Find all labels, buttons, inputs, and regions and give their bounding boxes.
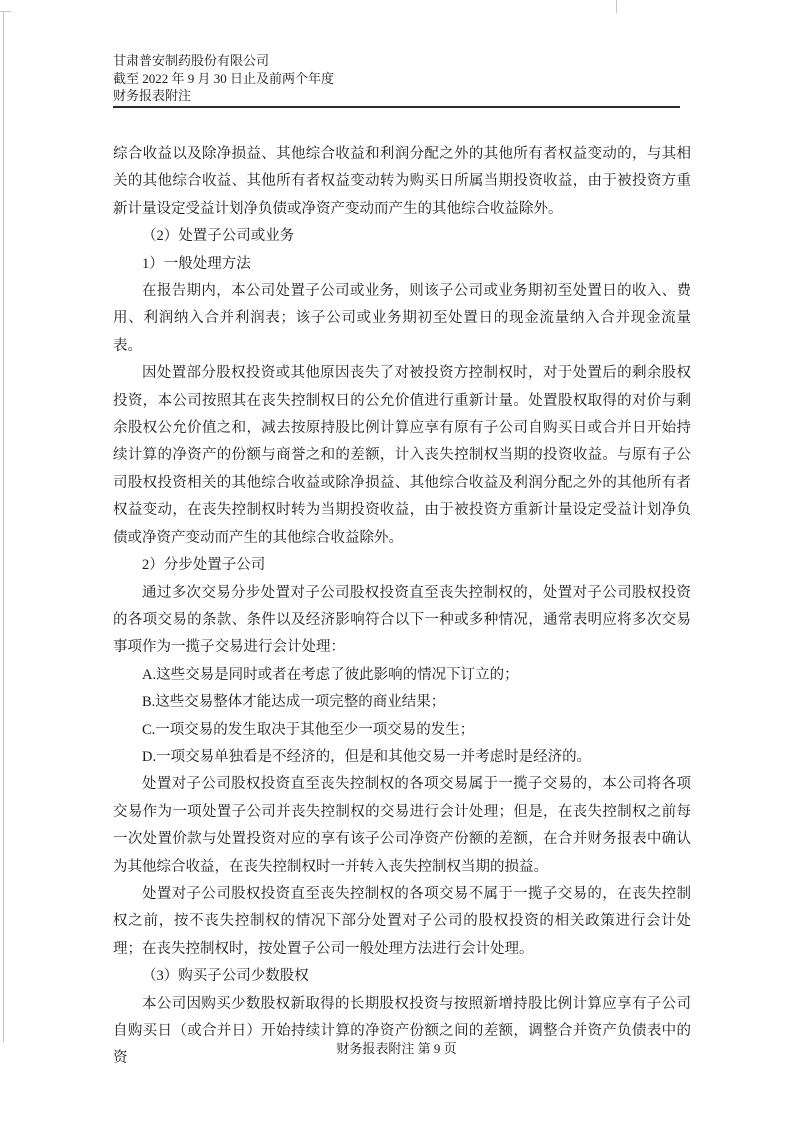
paragraph: 本公司因购买少数股权新取得的长期股权投资与按照新增持股比例计算应享有子公司自购买日（或合并日）开始持续计算的净资产份额之间的差额，调整合并资产负债表中的资 bbox=[113, 995, 691, 1067]
paragraph: 因处置部分股权投资或其他原因丧失了对被投资方控制权时，对于处置后的剩余股权投资，本公司按照其在丧失控制权日的公允价值进行重新计量。处置股权取得的对价与剩余股权公允价值之和，减去按原持股比例计算应享有原有子公司自购买日或合并日开始持续计算的净资产的份额与商誉之和的差额，计入丧失控制权当期的投资收益。与原有子公司股权投资相关的其他综合收益或除净损益、其他综合收益及利润分配之外的其他所有者权益变动，在丧失控制权时转为当期投资收益，由于被投资方重新计量设定受益计划净负债或净资产变动而产生的其他综合收益除外。 bbox=[113, 365, 691, 546]
scan-edge-left bbox=[3, 12, 4, 1042]
header-divider bbox=[113, 106, 680, 108]
scan-edge-top bbox=[0, 11, 11, 12]
doc-title: 财务报表附注 bbox=[113, 88, 192, 103]
section-heading: （3）购买子公司少数股权 bbox=[142, 968, 309, 985]
paragraph-continuation: 综合收益以及除净损益、其他综合收益和利润分配之外的其他所有者权益变动的，与其相关的其他综合收益、其他所有者权益变动转为购买日所属当期投资收益，由于被投资方重新计量设定受益计划净负债或净资产变动而产生的其他综合收益除外。 bbox=[113, 146, 691, 217]
list-item: B.这些交易整体才能达成一项完整的商业结果； bbox=[142, 694, 446, 711]
section-heading: 2）分步处置子公司 bbox=[142, 557, 266, 574]
page-footer bbox=[0, 1040, 793, 1058]
paragraph: 处置对子公司股权投资直至丧失控制权的各项交易不属于一揽子交易的，在丧失控制权之前，按不丧失控制权的情况下部分处置对子公司的股权投资的相关政策进行会计处理；在丧失控制权时，按处置子公司一般处理方法进行会计处理。 bbox=[113, 885, 691, 957]
report-period: 截至 2022 年 9 月 30 日止及前两个年度 bbox=[113, 70, 335, 86]
footer-page-label: 财务报表附注 第 9 页 bbox=[336, 1041, 457, 1056]
list-item: A.这些交易是同时或者在考虑了彼此影响的情况下订立的； bbox=[142, 666, 519, 683]
list-item: D.一项交易单独看是不经济的，但是和其他交易一并考虑时是经济的。 bbox=[142, 748, 592, 765]
section-heading: 1）一般处理方法 bbox=[142, 255, 251, 272]
section-heading: （2）处置子公司或业务 bbox=[142, 228, 295, 245]
paragraph: 处置对子公司股权投资直至丧失控制权的各项交易属于一揽子交易的，本公司将各项交易作为一项处置子公司并丧失控制权的交易进行会计处理；但是，在丧失控制权之前每一次处置价款与处置投资对应的享有该子公司净资产份额的差额，在合并财务报表中确认为其他综合收益，在丧失控制权时一并转入丧失控制权当期的损益。 bbox=[113, 776, 691, 875]
scan-edge-stub bbox=[616, 0, 617, 13]
page-header bbox=[113, 52, 334, 105]
list-item: C.一项交易的发生取决于其他至少一项交易的发生； bbox=[142, 721, 475, 738]
paragraph: 在报告期内，本公司处置子公司或业务，则该子公司或业务期初至处置日的收入、费用、利润纳入合并利润表；该子公司或业务期初至处置日的现金流量纳入合并现金流量表。 bbox=[113, 283, 691, 354]
paragraph: 通过多次交易分步处置对子公司股权投资直至丧失控制权的，处置对子公司股权投资的各项交易的条款、条件以及经济影响符合以下一种或多种情况，通常表明应将多次交易事项作为一揽子交易进行会计处理： bbox=[113, 584, 691, 656]
body-text bbox=[113, 141, 691, 1073]
company-name: 甘肃普安制药股份有限公司 bbox=[113, 53, 270, 68]
